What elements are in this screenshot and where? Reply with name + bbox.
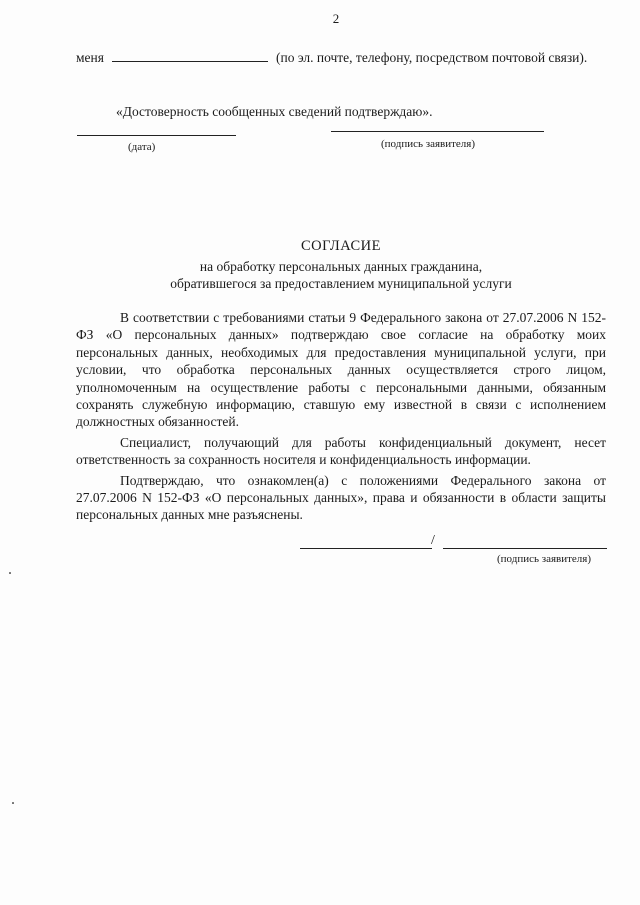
confirmation-statement: «Достоверность сообщенных сведений подтверждаю». <box>116 104 433 119</box>
contact-method-line <box>76 47 601 69</box>
scan-speck <box>9 572 11 574</box>
contact-prefix: меня <box>76 50 104 65</box>
consent-body <box>76 309 606 524</box>
signature-caption: (подпись заявителя) <box>381 138 476 150</box>
final-signature-caption: (подпись заявителя) <box>497 553 592 565</box>
consent-subtitle-line-1: на обработку персональных данных гражданина, <box>199 259 483 274</box>
signature-separator: / <box>431 533 435 548</box>
date-line <box>77 135 236 136</box>
scan-speck <box>12 802 14 804</box>
signature-line <box>331 131 544 132</box>
consent-paragraph-3: Подтверждаю, что ознакомлен(а) с положениями Федерального закона от 27.07.2006 N 152-ФЗ «О персональных данных», права и обязанности в области защиты персональных данных мне разъяснены. <box>76 472 606 523</box>
consent-paragraph-2: Специалист, получающий для работы конфиденциальный документ, несет ответственность за сохранность носителя и конфиденциальность информации. <box>76 434 606 468</box>
consent-subtitle-line-2: обратившегося за предоставлением муниципальной услуги <box>170 276 512 291</box>
consent-paragraph-1: В соответствии с требованиями статьи 9 Федерального закона от 27.07.2006 N 152-ФЗ «О персональных данных» подтверждаю свое согласие на обработку моих персональных данных, необходимых для предоставления муниципальной услуги, при условии, что обработка персональных данных осуществляется строго лицом, уполномоченным на осуществление работы с персональными данными, обязанным сохранять служебную информацию, ставшую ему известной в связи с исполнением должностных обязанностей. <box>76 310 606 430</box>
date-caption: (дата) <box>128 141 156 153</box>
contact-blank-field <box>112 49 268 62</box>
consent-title: СОГЛАСИЕ <box>300 238 382 254</box>
page-number: 2 <box>332 11 340 26</box>
final-signature-line-right <box>443 548 607 549</box>
final-signature-line-left <box>300 548 432 549</box>
contact-suffix: (по эл. почте, телефону, посредством почтовой связи). <box>275 50 588 65</box>
